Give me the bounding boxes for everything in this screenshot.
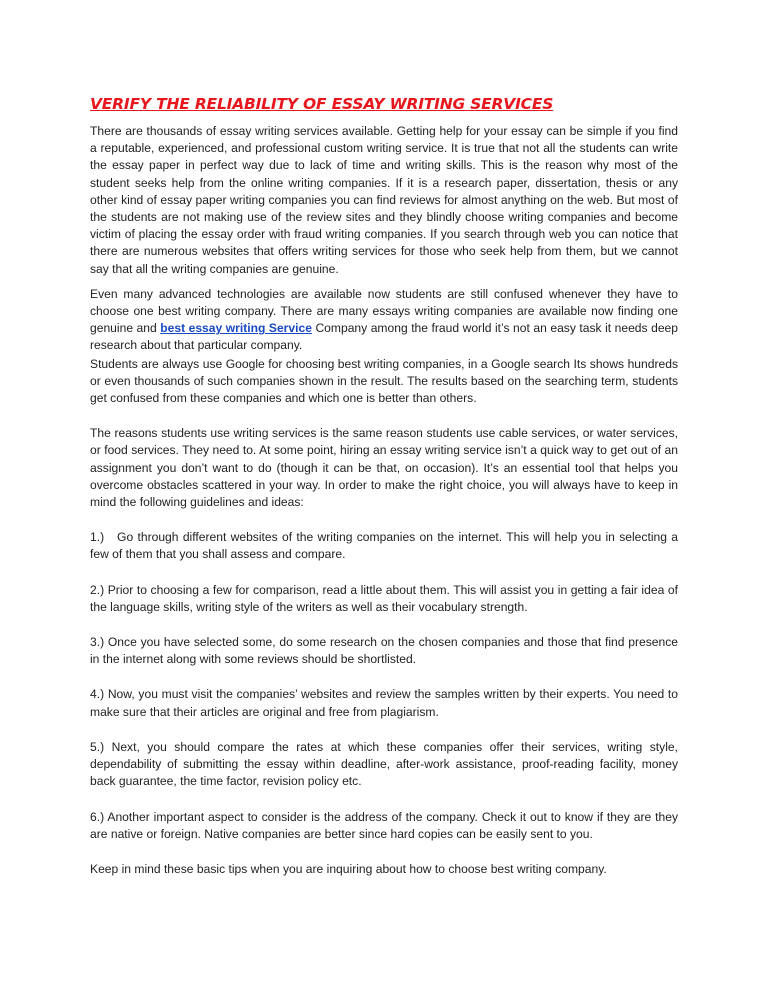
closing-paragraph: Keep in mind these basic tips when you are inquiring about how to choose best writing company.	[90, 861, 607, 876]
tip-item-3: 3.) Once you have selected some, do some research on the chosen companies and those that find presence in the internet along with some reviews should be shortlisted.	[90, 635, 678, 667]
document-title: VERIFY THE RELIABILITY OF ESSAY WRITING SERVICES	[90, 95, 554, 113]
tip-item-5: 5.) Next, you should compare the rates at which these companies offer their services, writing style, dependability of submitting the essay within deadline, after-work assistance, proof-reading facility, money back guarantee, the time factor, revision policy etc.	[90, 739, 678, 789]
paragraph-confusion	[90, 286, 678, 355]
tip-item-1: 1.) Go through different websites of the writing companies on the internet. This will help you in selecting a few of them that you shall assess and compare.	[90, 530, 678, 562]
tip-item-2: 2.) Prior to choosing a few for comparison, read a little about them. This will assist you in getting a fair idea of the language skills, writing style of the writers as well as their vocabulary strength.	[90, 582, 678, 614]
paragraph-confusion-text-start: Even many advanced technologies are available now students are still confused whenever they have to choose one best writing company. There are many essays writing companies are available now finding one genuine and	[90, 286, 678, 336]
paragraph-confusion-text-end: Company among the fraud world it’s not an easy task it needs deep research about that particular company.	[90, 321, 678, 353]
best-essay-writing-service-link[interactable]: best essay writing Service	[160, 321, 312, 336]
paragraph-intro: There are thousands of essay writing services available. Getting help for your essay can be simple if you find a reputable, experienced, and professional custom writing service. It is true that not all the students can write the essay paper in perfect way due to lack of time and writing skills. This is the reason why most of the student seeks help from the online writing companies. If it is a research paper, dissertation, thesis or any other kind of essay paper writing companies you can find reviews for almost anything on the web. But most of the students are not making use of the review sites and they blindly choose writing companies and become victim of placing the essay order with fraud writing companies. If you search through web you can notice that there are numerous websites that offers writing services for those who seek help from them, but we cannot say that all the writing companies are genuine.	[90, 124, 678, 276]
paragraph-google-search: Students are always use Google for choosing best writing companies, in a Google search Its shows hundreds or even thousands of such companies shown in the result. The results based on the searching term, students get confused from these companies and which one is better than others.	[90, 356, 678, 406]
tip-item-4: 4.) Now, you must visit the companies’ websites and review the samples written by their experts. You need to make sure that their articles are original and free from plagiarism.	[90, 687, 678, 719]
paragraph-reasons: The reasons students use writing services is the same reason students use cable services, or water services, or food services. They need to. At some point, hiring an essay writing service isn’t a quick way to get out of an assignment you don’t want to do (though it can be that, on occasion). It’s an essential tool that helps you overcome obstacles scattered in your way. In order to make the right choice, you will always have to keep in mind the following guidelines and ideas:	[90, 426, 678, 510]
document-page	[90, 94, 678, 886]
tip-item-6: 6.) Another important aspect to consider is the address of the company. Check it out to know if they are they are native or foreign. Native companies are better since hard copies can be easily sent to you.	[90, 809, 678, 841]
